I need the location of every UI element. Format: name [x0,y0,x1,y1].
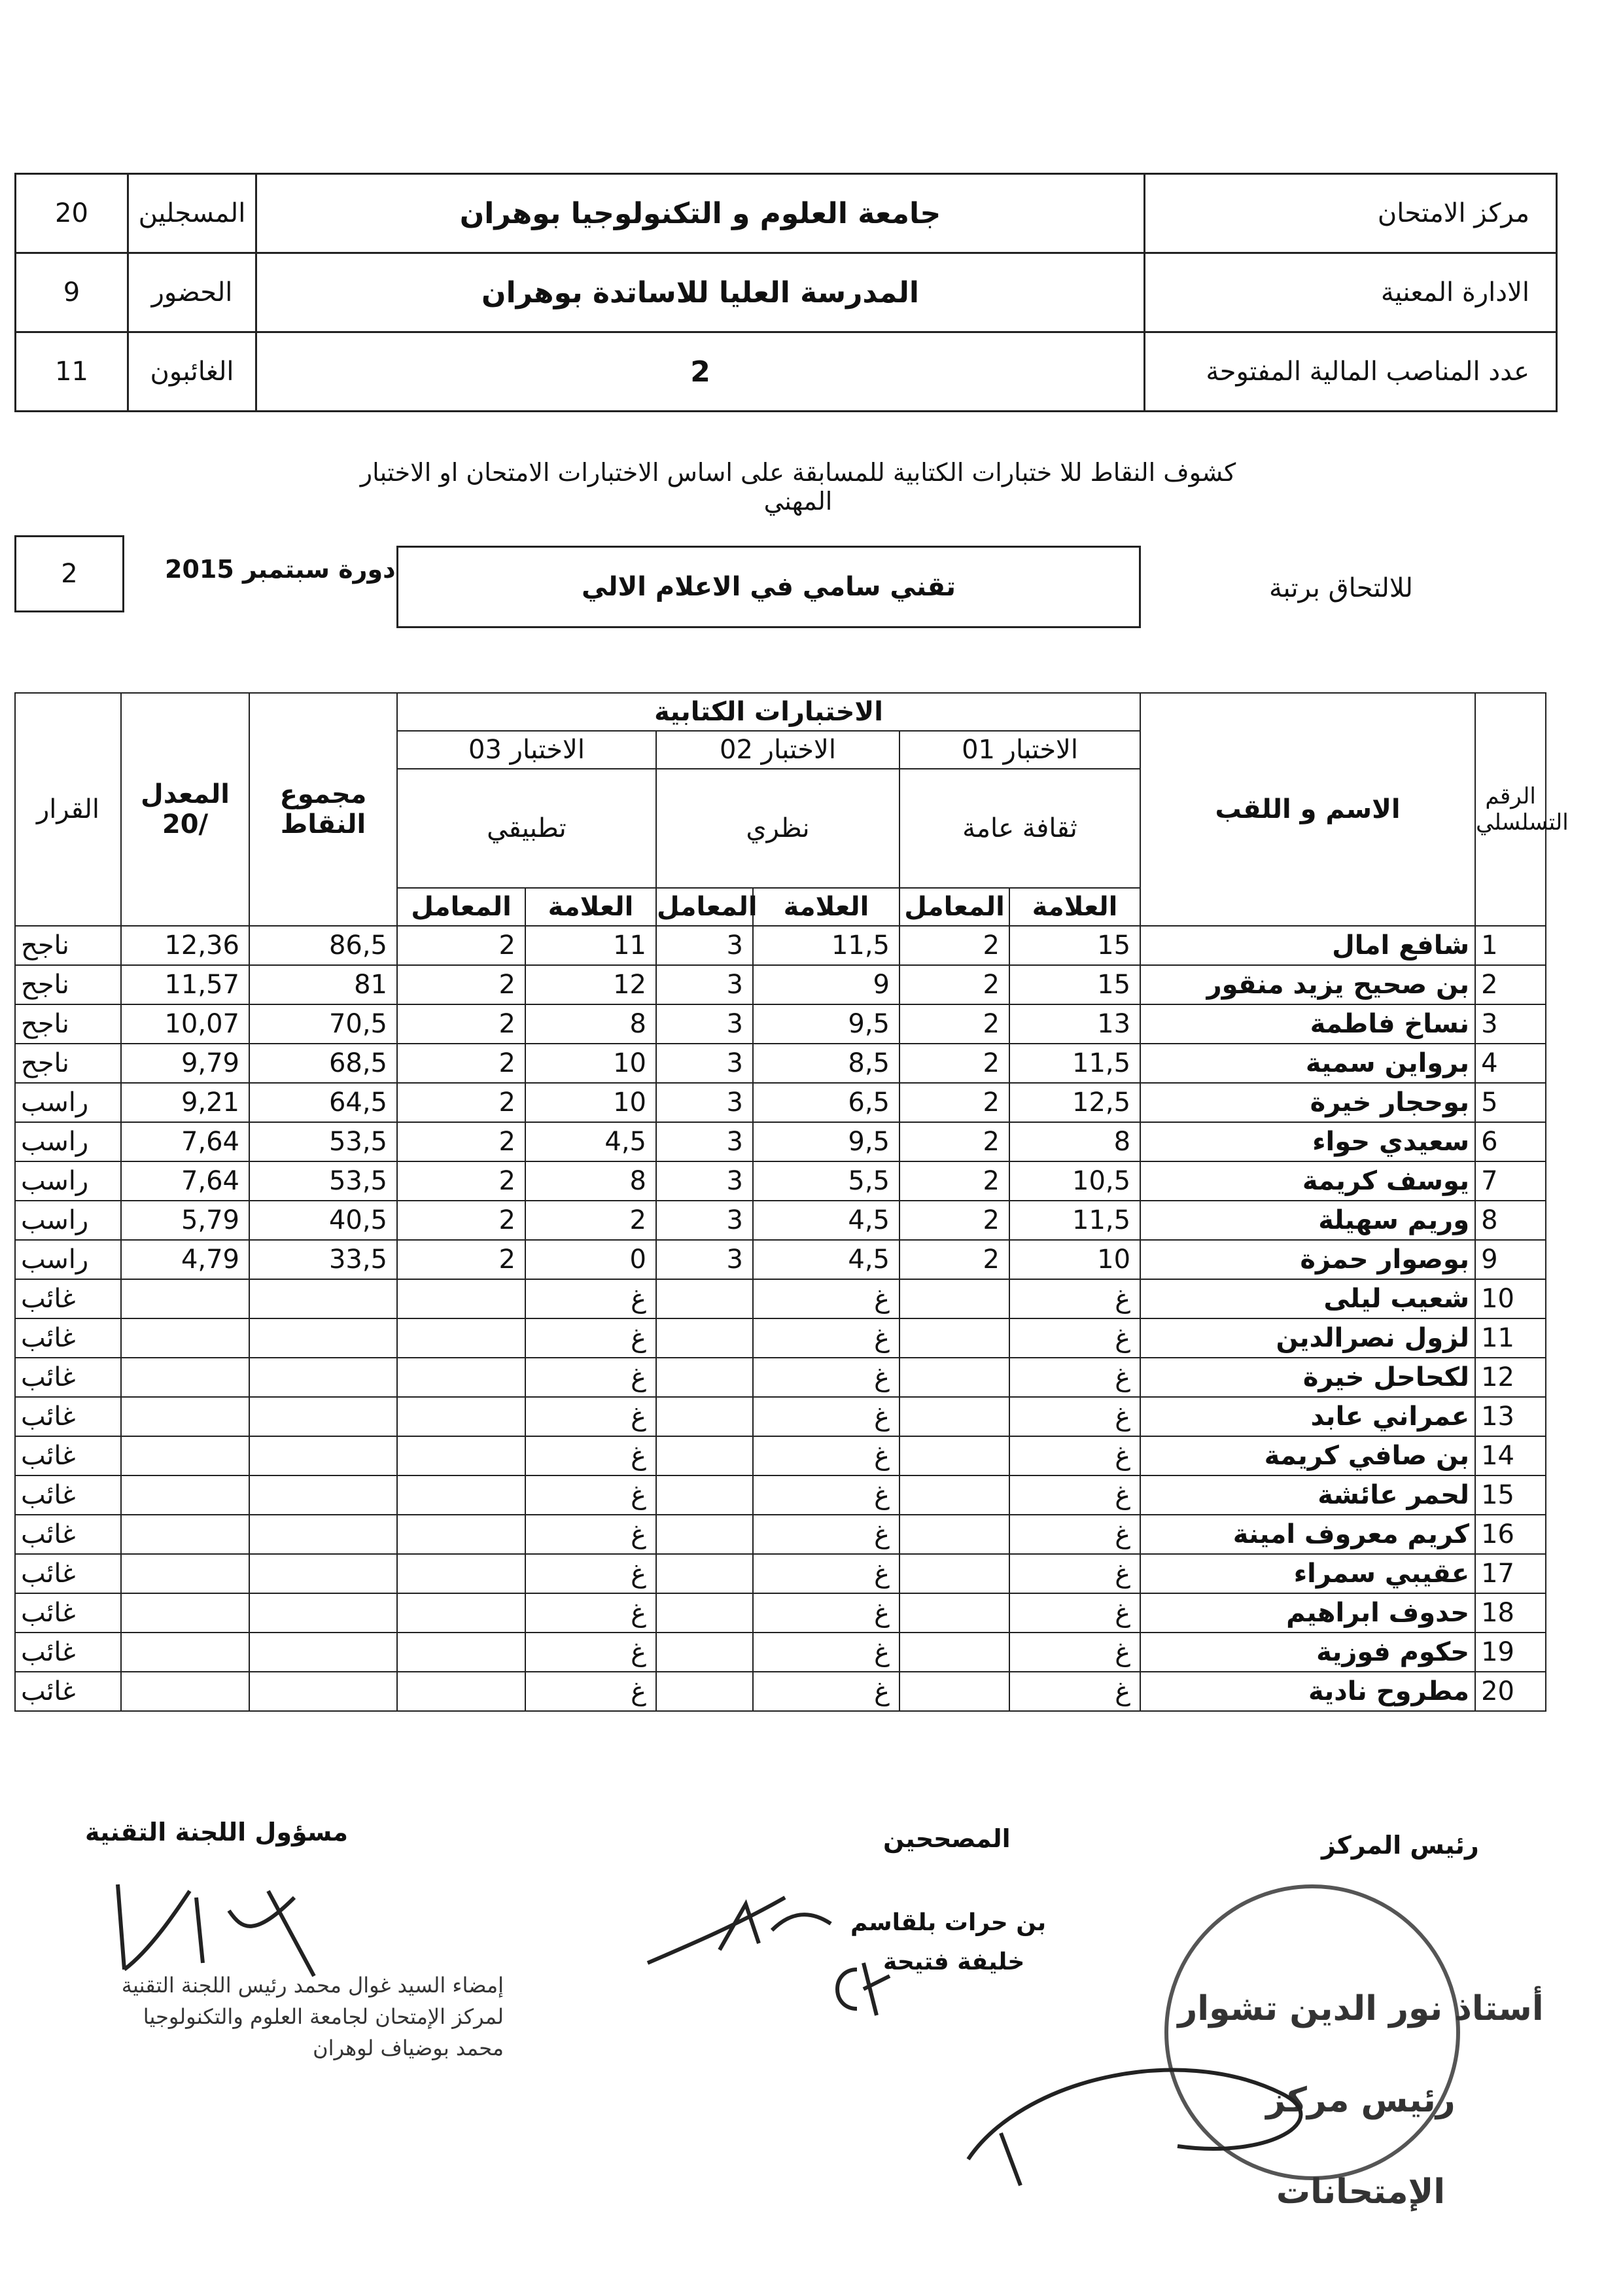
test-03-coef-cell: 2 [397,1161,525,1201]
test-01-coef-cell: 2 [899,1161,1009,1201]
candidate-name-cell: نساخ فاطمة [1140,1004,1475,1044]
grade-number: 2 [61,559,78,589]
average-cell [121,1554,249,1593]
test-03-coef-cell [397,1318,525,1358]
average-cell: 7,64 [121,1161,249,1201]
test-01-mark-cell: غ [1009,1397,1140,1436]
serial-cell: 20 [1475,1672,1546,1711]
candidate-name-cell: يوسف كريمة [1140,1161,1475,1201]
serial-cell: 12 [1475,1358,1546,1397]
serial-header: الرقم التسلسلي [1475,693,1546,926]
mark-header: العلامة [525,888,656,926]
rank-value: تقني سامي في الاعلام الالي [581,572,956,602]
corrector-1-name: بن حرات بلقاسم [850,1909,1047,1936]
decision-cell: راسب [15,1122,121,1161]
serial-cell: 2 [1475,965,1546,1004]
center-signature-icon [942,2002,1361,2199]
test-01-mark-cell: غ [1009,1279,1140,1318]
test-03-coef-cell [397,1515,525,1554]
test-02-mark-cell: 4,5 [753,1201,899,1240]
candidate-name-cell: عقيبي سمراء [1140,1554,1475,1593]
table-row [15,1161,1546,1201]
present-count: 9 [16,253,128,332]
test-03-mark-cell: 11 [525,926,656,965]
test-02-mark-cell: غ [753,1554,899,1593]
total-cell: 81 [249,965,397,1004]
test-03-mark-cell: 8 [525,1004,656,1044]
test-01-coef-cell [899,1279,1009,1318]
test-01-coef-cell [899,1436,1009,1475]
test-03-coef-cell: 2 [397,1240,525,1279]
serial-cell: 8 [1475,1201,1546,1240]
test-02-coef-cell [656,1358,753,1397]
test-01-mark-cell: 11,5 [1009,1201,1140,1240]
test-01-mark-cell: 11,5 [1009,1044,1140,1083]
serial-cell: 10 [1475,1279,1546,1318]
test-01-mark-cell: غ [1009,1475,1140,1515]
table-row [15,1633,1546,1672]
exam-center-value: جامعة العلوم و التكنولوجيا بوهران [256,174,1145,253]
test-02-mark-cell: غ [753,1593,899,1633]
average-cell [121,1672,249,1711]
average-cell [121,1397,249,1436]
coef-header: المعامل [397,888,525,926]
grades-table [14,692,1569,1712]
candidate-name-cell: مطروح نادية [1140,1672,1475,1711]
average-cell [121,1358,249,1397]
center-stamp-text: أستاذ نور الدين تشوار رئيس مركز الإمتحانات [1178,1989,1544,2212]
corrector-2-name: خليفة فتيحة [883,1949,1025,1975]
test-01-mark-cell: غ [1009,1515,1140,1554]
test-01-mark-cell: 13 [1009,1004,1140,1044]
coef-header: المعامل [899,888,1009,926]
candidate-name-cell: بن صافي كريمة [1140,1436,1475,1475]
test-01-mark-cell: غ [1009,1436,1140,1475]
decision-cell: غائب [15,1436,121,1475]
candidate-name-cell: لزول نصرالدين [1140,1318,1475,1358]
open-positions-label: عدد المناصب المالية المفتوحة [1145,332,1557,412]
test-02-coef-cell: 3 [656,1240,753,1279]
total-cell: 53,5 [249,1122,397,1161]
test-02-coef-cell: 3 [656,1161,753,1201]
test-03-coef-cell: 2 [397,965,525,1004]
decision-cell: غائب [15,1672,121,1711]
test-02-coef-cell [656,1397,753,1436]
test-03-mark-cell: 2 [525,1201,656,1240]
test-03-coef-cell [397,1397,525,1436]
average-cell: 7,64 [121,1122,249,1161]
test-03-coef-cell: 2 [397,1122,525,1161]
test-01-mark-cell: 15 [1009,965,1140,1004]
decision-cell: غائب [15,1593,121,1633]
registered-label: المسجلين [128,174,256,253]
administration-value: المدرسة العليا للاساتدة بوهران [256,253,1145,332]
correctors-label: المصححين [883,1824,1011,1853]
serial-cell: 3 [1475,1004,1546,1044]
table-row [15,1122,1546,1161]
test-03-coef-cell: 2 [397,926,525,965]
test-03-mark-cell: 8 [525,1161,656,1201]
decision-cell: غائب [15,1279,121,1318]
test-01-coef-cell: 2 [899,965,1009,1004]
serial-cell: 9 [1475,1240,1546,1279]
header-row [16,253,1557,332]
table-row [15,1240,1546,1279]
test-03-mark-cell: غ [525,1358,656,1397]
test-01-mark-cell: 12,5 [1009,1083,1140,1122]
table-row [15,1083,1546,1122]
test-03-mark-cell: 10 [525,1044,656,1083]
test-03-mark-cell: غ [525,1318,656,1358]
test-02-mark-cell: غ [753,1318,899,1358]
test-01-coef-cell [899,1633,1009,1672]
average-cell: 10,07 [121,1004,249,1044]
average-cell [121,1318,249,1358]
test-03-coef-cell [397,1436,525,1475]
candidate-name-cell: عمراني عابد [1140,1397,1475,1436]
table-row [15,1279,1546,1318]
test-01-coef-cell [899,1672,1009,1711]
total-cell [249,1554,397,1593]
test-02-coef-cell: 3 [656,1122,753,1161]
test-01-coef-cell: 2 [899,1122,1009,1161]
absent-count: 11 [16,332,128,412]
test-02-mark-cell: غ [753,1436,899,1475]
total-cell: 68,5 [249,1044,397,1083]
test-02-mark-cell: 11,5 [753,926,899,965]
test-03-mark-cell: غ [525,1279,656,1318]
test-01-mark-cell: غ [1009,1554,1140,1593]
test-02-mark-cell: غ [753,1633,899,1672]
test-02-mark-cell: غ [753,1279,899,1318]
test-02-mark-cell: 6,5 [753,1083,899,1122]
decision-cell: راسب [15,1240,121,1279]
average-cell: 9,79 [121,1044,249,1083]
serial-cell: 4 [1475,1044,1546,1083]
decision-cell: ناجح [15,1004,121,1044]
test-02-coef-cell: 3 [656,1004,753,1044]
test-02-mark-cell: غ [753,1515,899,1554]
test-02-mark-cell: 9 [753,965,899,1004]
total-cell: 40,5 [249,1201,397,1240]
table-row [15,1201,1546,1240]
test-02-mark-cell: غ [753,1358,899,1397]
test-02-mark-cell: غ [753,1672,899,1711]
total-cell [249,1358,397,1397]
total-cell [249,1672,397,1711]
test-02-mark-cell: 9,5 [753,1004,899,1044]
test-03-coef-cell [397,1672,525,1711]
average-cell [121,1633,249,1672]
total-cell: 64,5 [249,1083,397,1122]
name-header: الاسم و اللقب [1140,693,1475,926]
serial-cell: 7 [1475,1161,1546,1201]
total-header: مجموع النقاط [249,693,397,926]
test-01-coef-cell: 2 [899,1240,1009,1279]
decision-cell: غائب [15,1358,121,1397]
test-02-mark-cell: غ [753,1475,899,1515]
table-row [15,1515,1546,1554]
test-01-coef-cell [899,1515,1009,1554]
candidate-name-cell: شعيب ليلى [1140,1279,1475,1318]
rank-label: للالتحاق برتبة [1269,573,1413,603]
mark-header: العلامة [753,888,899,926]
decision-cell: راسب [15,1083,121,1122]
average-cell: 12,36 [121,926,249,965]
test-03-mark-cell: غ [525,1554,656,1593]
corrector-initials-icon [818,1956,896,2022]
serial-cell: 15 [1475,1475,1546,1515]
total-cell [249,1397,397,1436]
candidate-name-cell: حدوف ابراهيم [1140,1593,1475,1633]
test-02-subject: نظري [656,769,899,888]
total-cell [249,1279,397,1318]
serial-cell: 18 [1475,1593,1546,1633]
test-01-title: الاختبار 01 [899,731,1140,769]
test-03-coef-cell: 2 [397,1083,525,1122]
decision-cell: راسب [15,1161,121,1201]
table-row [15,1475,1546,1515]
test-02-mark-cell: 5,5 [753,1161,899,1201]
test-03-mark-cell: غ [525,1515,656,1554]
test-01-mark-cell: غ [1009,1633,1140,1672]
test-02-title: الاختبار 02 [656,731,899,769]
test-03-coef-cell [397,1633,525,1672]
test-01-coef-cell [899,1358,1009,1397]
serial-cell: 13 [1475,1397,1546,1436]
test-01-coef-cell: 2 [899,1201,1009,1240]
candidate-name-cell: بن صحيح يزيد منقور [1140,965,1475,1004]
table-row [15,1397,1546,1436]
total-cell [249,1593,397,1633]
candidate-name-cell: حكوم فوزية [1140,1633,1475,1672]
test-01-mark-cell: غ [1009,1593,1140,1633]
test-01-mark-cell: 10 [1009,1240,1140,1279]
total-cell [249,1475,397,1515]
test-02-coef-cell: 3 [656,1201,753,1240]
test-02-mark-cell: 8,5 [753,1044,899,1083]
header-info-table [14,173,1558,412]
average-header: المعدل /20 [121,693,249,926]
header-row [16,174,1557,253]
test-03-coef-cell [397,1593,525,1633]
open-positions-value: 2 [256,332,1145,412]
table-row [15,1318,1546,1358]
test-01-coef-cell [899,1475,1009,1515]
present-label: الحضور [128,253,256,332]
test-02-coef-cell [656,1279,753,1318]
decision-cell: غائب [15,1475,121,1515]
test-01-coef-cell: 2 [899,1083,1009,1122]
total-cell: 70,5 [249,1004,397,1044]
test-02-mark-cell: 4,5 [753,1240,899,1279]
technical-committee-label: مسؤول اللجنة التقنية [85,1818,349,1846]
table-row [15,1044,1546,1083]
decision-cell: غائب [15,1397,121,1436]
mark-header: العلامة [1009,888,1140,926]
decision-cell: غائب [15,1633,121,1672]
technical-stamp-text: إمضاء السيد غوال محمد رئيس اللجنة التقنية لمركز الإمتحان لجامعة العلوم والتكنولوجيا محمد بوضياف لوهران [121,1973,504,2060]
candidate-name-cell: شافع امال [1140,926,1475,965]
total-cell: 33,5 [249,1240,397,1279]
test-02-coef-cell [656,1633,753,1672]
test-03-coef-cell [397,1358,525,1397]
decision-cell: غائب [15,1318,121,1358]
serial-cell: 1 [1475,926,1546,965]
serial-cell: 19 [1475,1633,1546,1672]
serial-cell: 17 [1475,1554,1546,1593]
test-02-coef-cell: 3 [656,1044,753,1083]
candidate-name-cell: لكحاحل خيرة [1140,1358,1475,1397]
test-01-mark-cell: 10,5 [1009,1161,1140,1201]
average-cell [121,1593,249,1633]
test-03-coef-cell [397,1279,525,1318]
test-03-mark-cell: غ [525,1633,656,1672]
table-row [15,1004,1546,1044]
candidate-name-cell: بوصوار حمزة [1140,1240,1475,1279]
average-cell: 4,79 [121,1240,249,1279]
serial-cell: 11 [1475,1318,1546,1358]
decision-cell: ناجح [15,926,121,965]
test-03-coef-cell: 2 [397,1201,525,1240]
test-01-mark-cell: غ [1009,1358,1140,1397]
test-02-coef-cell: 3 [656,965,753,1004]
total-cell: 86,5 [249,926,397,965]
test-01-mark-cell: 8 [1009,1122,1140,1161]
test-02-coef-cell [656,1672,753,1711]
total-cell [249,1436,397,1475]
test-02-coef-cell [656,1593,753,1633]
average-cell [121,1475,249,1515]
exam-center-label: مركز الامتحان [1145,174,1557,253]
test-02-coef-cell [656,1515,753,1554]
candidate-name-cell: لحمر عائشة [1140,1475,1475,1515]
test-01-mark-cell: 15 [1009,926,1140,965]
rank-box [396,546,1141,628]
technical-signature-icon [98,1871,334,1989]
average-cell: 5,79 [121,1201,249,1240]
average-cell [121,1436,249,1475]
test-02-coef-cell [656,1318,753,1358]
test-03-mark-cell: 0 [525,1240,656,1279]
test-01-subject: ثقافة عامة [899,769,1140,888]
serial-cell: 14 [1475,1436,1546,1475]
test-03-mark-cell: غ [525,1475,656,1515]
test-03-mark-cell: 12 [525,965,656,1004]
serial-cell: 5 [1475,1083,1546,1122]
sheet-subtitle: كشوف النقاط للا ختبارات الكتابية للمسابقة على اساس الاختبارات الامتحان او الاختبار المهني [360,458,1236,516]
test-03-mark-cell: غ [525,1672,656,1711]
average-cell [121,1515,249,1554]
test-03-coef-cell [397,1475,525,1515]
candidate-name-cell: كريم معروف امينة [1140,1515,1475,1554]
test-02-coef-cell [656,1554,753,1593]
test-01-coef-cell [899,1593,1009,1633]
test-03-coef-cell: 2 [397,1004,525,1044]
average-cell: 9,21 [121,1083,249,1122]
session-label: دورة سبتمبر 2015 [165,555,396,584]
test-03-coef-cell: 2 [397,1044,525,1083]
test-01-coef-cell [899,1318,1009,1358]
total-cell [249,1318,397,1358]
test-03-mark-cell: غ [525,1593,656,1633]
test-02-mark-cell: 9,5 [753,1122,899,1161]
table-row [15,1436,1546,1475]
header-row [16,332,1557,412]
corrector-signature-icon [641,1884,837,1983]
table-row [15,965,1546,1004]
test-01-coef-cell: 2 [899,926,1009,965]
table-row [15,1358,1546,1397]
decision-cell: ناجح [15,965,121,1004]
test-01-mark-cell: غ [1009,1318,1140,1358]
test-02-mark-cell: غ [753,1397,899,1436]
serial-cell: 16 [1475,1515,1546,1554]
written-tests-header: الاختبارات الكتابية [397,693,1140,731]
total-cell [249,1515,397,1554]
absent-label: الغائبون [128,332,256,412]
candidate-name-cell: وريم سهيلة [1140,1201,1475,1240]
administration-label: الادارة المعنية [1145,253,1557,332]
test-03-mark-cell: غ [525,1397,656,1436]
decision-header: القرار [15,693,121,926]
test-01-coef-cell [899,1554,1009,1593]
test-03-mark-cell: غ [525,1436,656,1475]
test-03-title: الاختبار 03 [397,731,656,769]
candidate-name-cell: سعيدي حواء [1140,1122,1475,1161]
test-02-coef-cell [656,1475,753,1515]
test-01-coef-cell: 2 [899,1004,1009,1044]
table-row [15,1554,1546,1593]
candidate-name-cell: بوحجار خيرة [1140,1083,1475,1122]
table-row [15,1593,1546,1633]
decision-cell: غائب [15,1515,121,1554]
decision-cell: راسب [15,1201,121,1240]
test-01-coef-cell [899,1397,1009,1436]
test-03-mark-cell: 4,5 [525,1122,656,1161]
center-head-label: رئيس المركز [1321,1831,1479,1860]
registered-count: 20 [16,174,128,253]
average-cell: 11,57 [121,965,249,1004]
test-02-coef-cell: 3 [656,926,753,965]
test-03-mark-cell: 10 [525,1083,656,1122]
average-cell [121,1279,249,1318]
test-01-mark-cell: غ [1009,1672,1140,1711]
test-02-coef-cell [656,1436,753,1475]
table-row [15,1672,1546,1711]
test-03-coef-cell [397,1554,525,1593]
serial-cell: 6 [1475,1122,1546,1161]
candidate-name-cell: برواين سمية [1140,1044,1475,1083]
total-cell: 53,5 [249,1161,397,1201]
grade-number-box [14,535,124,612]
decision-cell: ناجح [15,1044,121,1083]
decision-cell: غائب [15,1554,121,1593]
test-01-coef-cell: 2 [899,1044,1009,1083]
table-row [15,926,1546,965]
total-cell [249,1633,397,1672]
coef-header: المعامل [656,888,753,926]
test-02-coef-cell: 3 [656,1083,753,1122]
test-03-subject: تطبيقي [397,769,656,888]
